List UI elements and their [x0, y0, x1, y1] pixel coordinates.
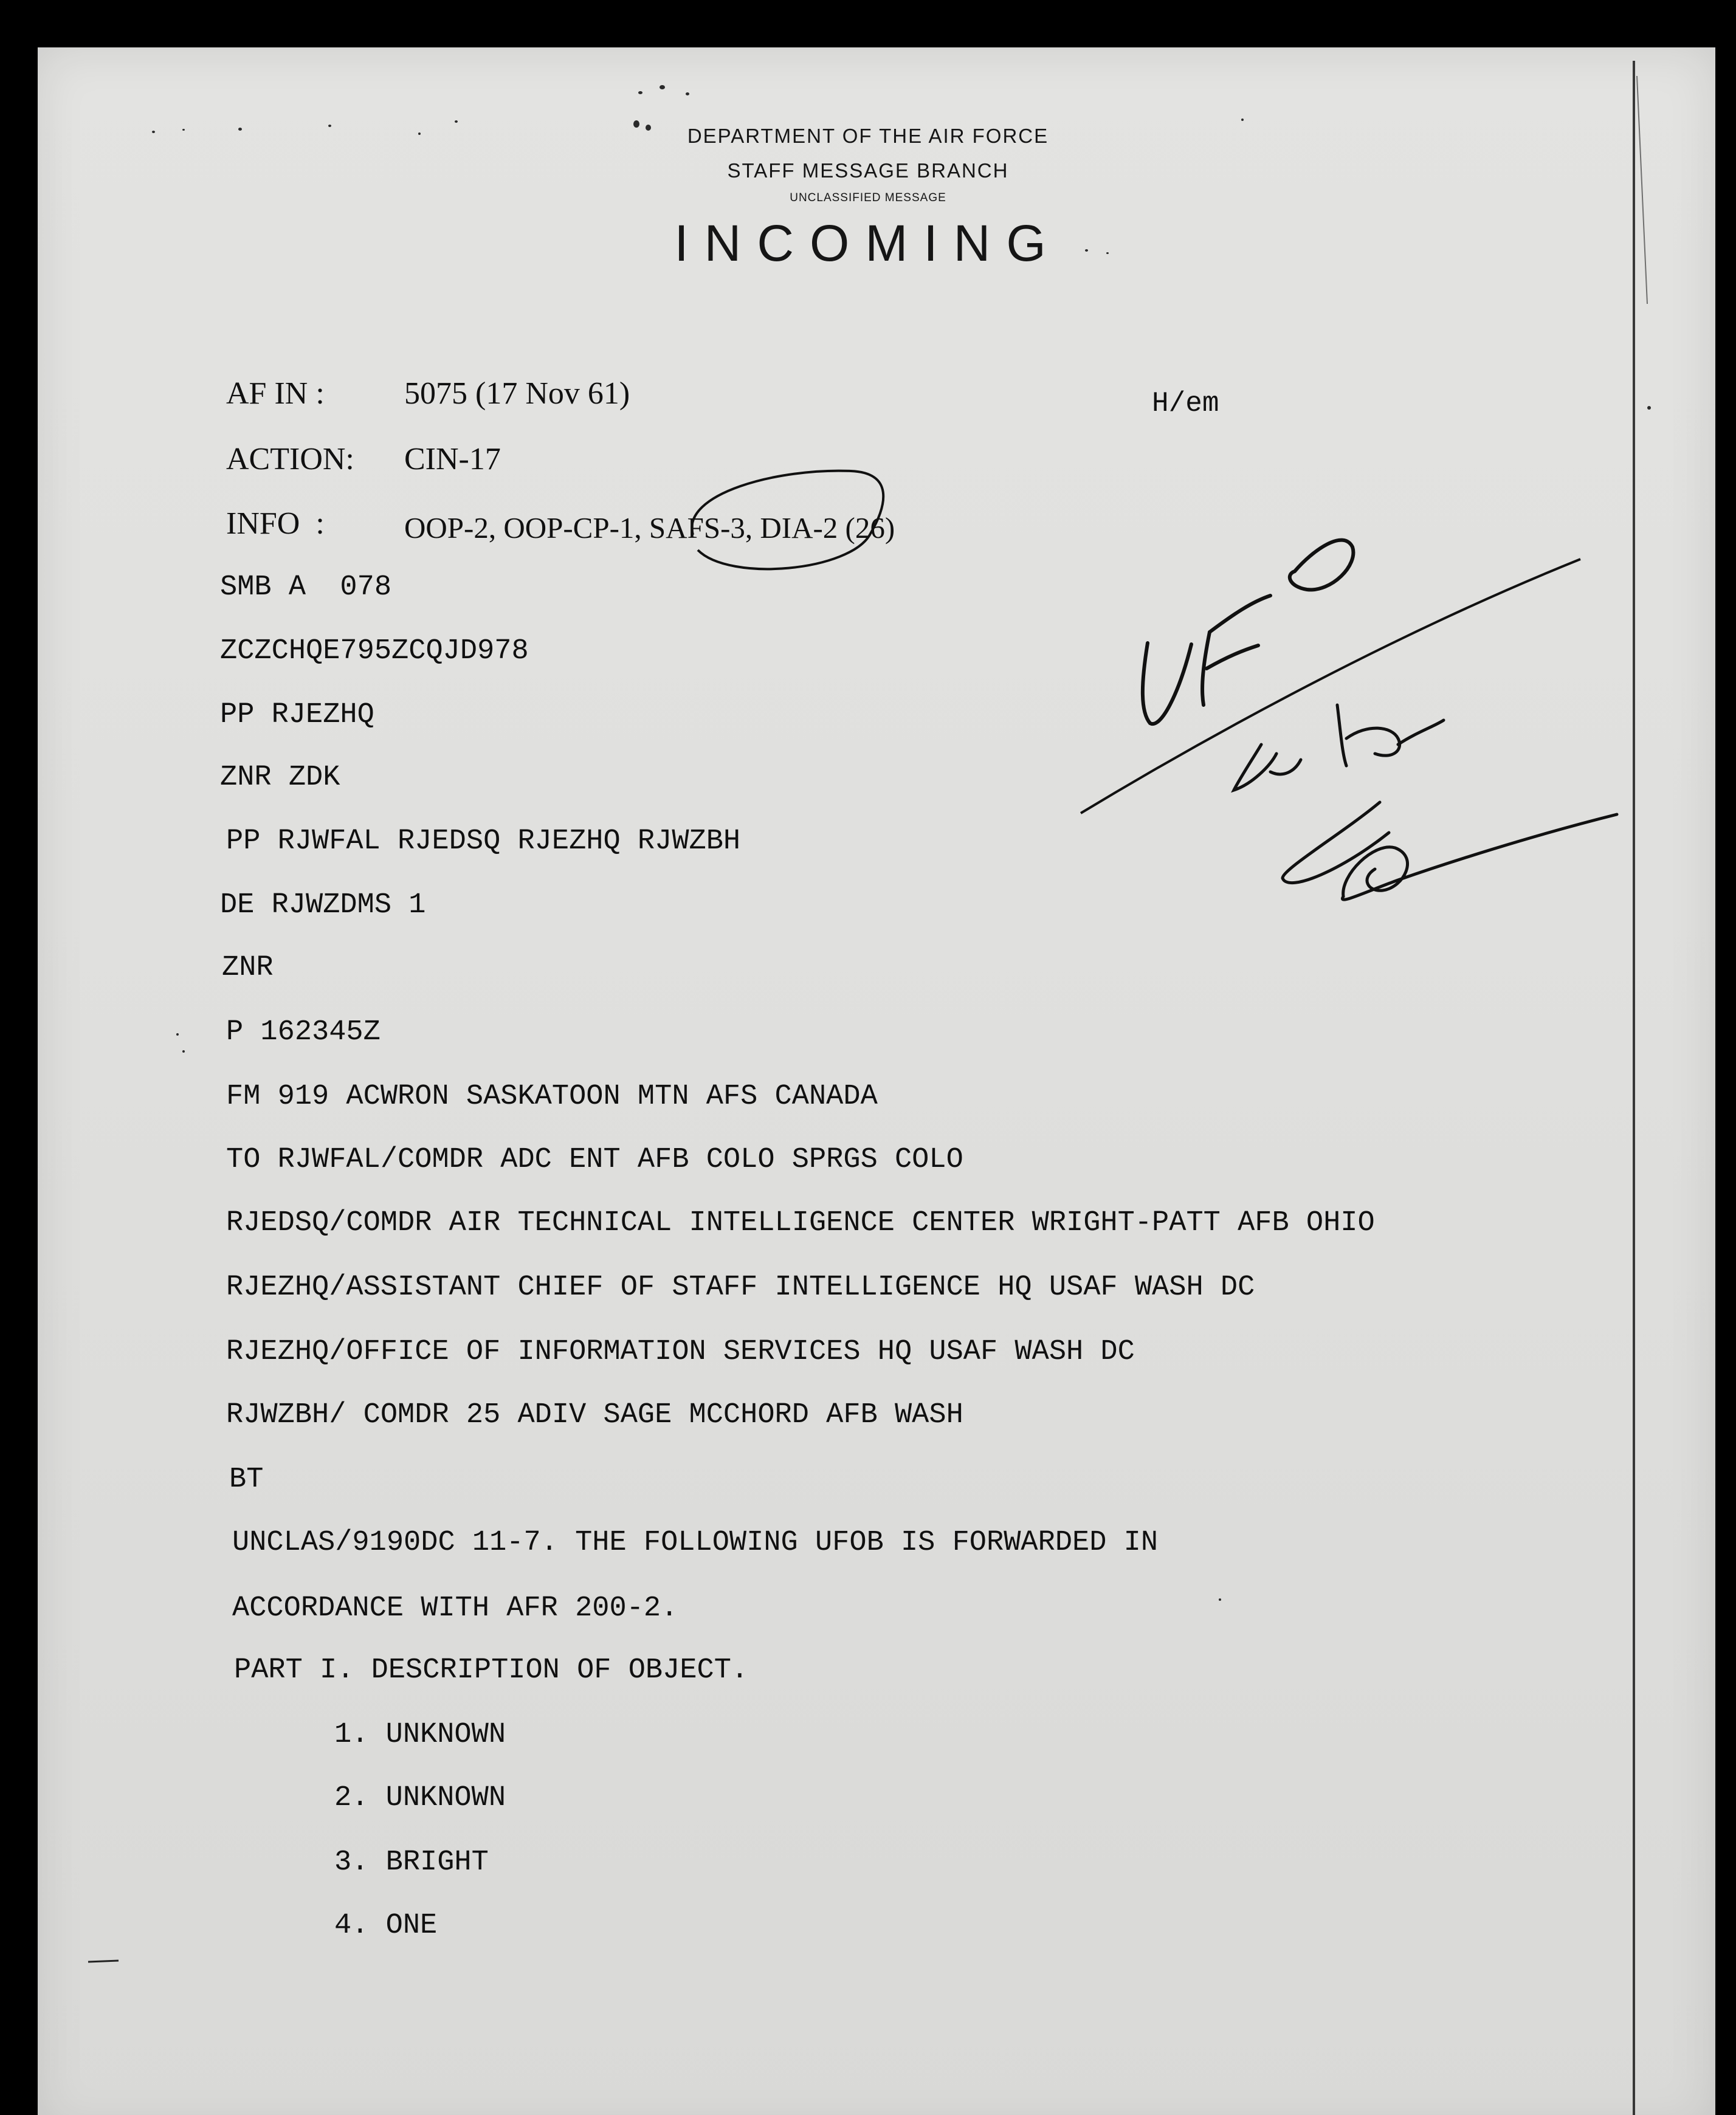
ufo-handwriting: [1143, 540, 1354, 724]
message-line: TO RJWFAL/COMDR ADC ENT AFB COLO SPRGS COLO: [226, 1144, 963, 1176]
edge-mark: [88, 1961, 119, 1962]
info-label: INFO :: [226, 506, 325, 541]
message-line: RJEDSQ/COMDR AIR TECHNICAL INTELLIGENCE CENTER WRIGHT-PATT AFB OHIO: [226, 1207, 1375, 1239]
message-line: SMB A 078: [220, 571, 392, 604]
message-line: RJEZHQ/OFFICE OF INFORMATION SERVICES HQ USAF WASH DC: [226, 1336, 1135, 1368]
action-value: CIN-17: [404, 442, 501, 476]
info-value: OOP-2, OOP-CP-1, SAFS-3, DIA-2 (26): [404, 511, 895, 545]
af-in-label: AF IN :: [226, 376, 325, 411]
header-classification: UNCLASSIFIED MESSAGE: [790, 191, 946, 204]
initials-scribble: [1234, 705, 1444, 790]
message-line: FM 919 ACWRON SASKATOON MTN AFS CANADA: [226, 1081, 878, 1113]
circle-mark: [692, 471, 883, 569]
message-line: RJEZHQ/ASSISTANT CHIEF OF STAFF INTELLIGENCE HQ USAF WASH DC: [226, 1271, 1255, 1304]
action-label: ACTION:: [226, 442, 354, 476]
loop-marks: [1283, 802, 1617, 899]
message-line: BT: [229, 1463, 264, 1496]
list-item: 4. ONE: [334, 1910, 438, 1942]
initials: H/em: [1152, 388, 1219, 419]
edge-mark: [1637, 76, 1647, 304]
message-line: ACCORDANCE WITH AFR 200-2.: [232, 1592, 678, 1625]
af-in-value: 5075 (17 Nov 61): [404, 376, 630, 411]
page-title: INCOMING: [674, 215, 1062, 272]
header-branch: STAFF MESSAGE BRANCH: [727, 159, 1009, 182]
message-line: RJWZBH/ COMDR 25 ADIV SAGE MCCHORD AFB WASH: [226, 1399, 963, 1431]
message-line: P 162345Z: [226, 1016, 381, 1048]
list-item: 1. UNKNOWN: [334, 1719, 506, 1751]
slash-line: [1081, 559, 1580, 813]
message-line: PP RJEZHQ: [220, 699, 374, 731]
message-line: DE RJWZDMS 1: [220, 889, 426, 921]
message-line: ZCZCHQE795ZCQJD978: [220, 635, 529, 667]
message-line: UNCLAS/9190DC 11-7. THE FOLLOWING UFOB IS FORWARDED IN: [232, 1527, 1159, 1559]
list-item: 2. UNKNOWN: [334, 1782, 506, 1814]
message-line: ZNR ZDK: [220, 762, 340, 794]
list-item: 3. BRIGHT: [334, 1846, 489, 1879]
message-line: PP RJWFAL RJEDSQ RJEZHQ RJWZBH: [226, 825, 741, 858]
message-line: PART I. DESCRIPTION OF OBJECT.: [234, 1654, 749, 1687]
message-line: ZNR: [222, 952, 274, 984]
header-department: DEPARTMENT OF THE AIR FORCE: [687, 125, 1049, 147]
